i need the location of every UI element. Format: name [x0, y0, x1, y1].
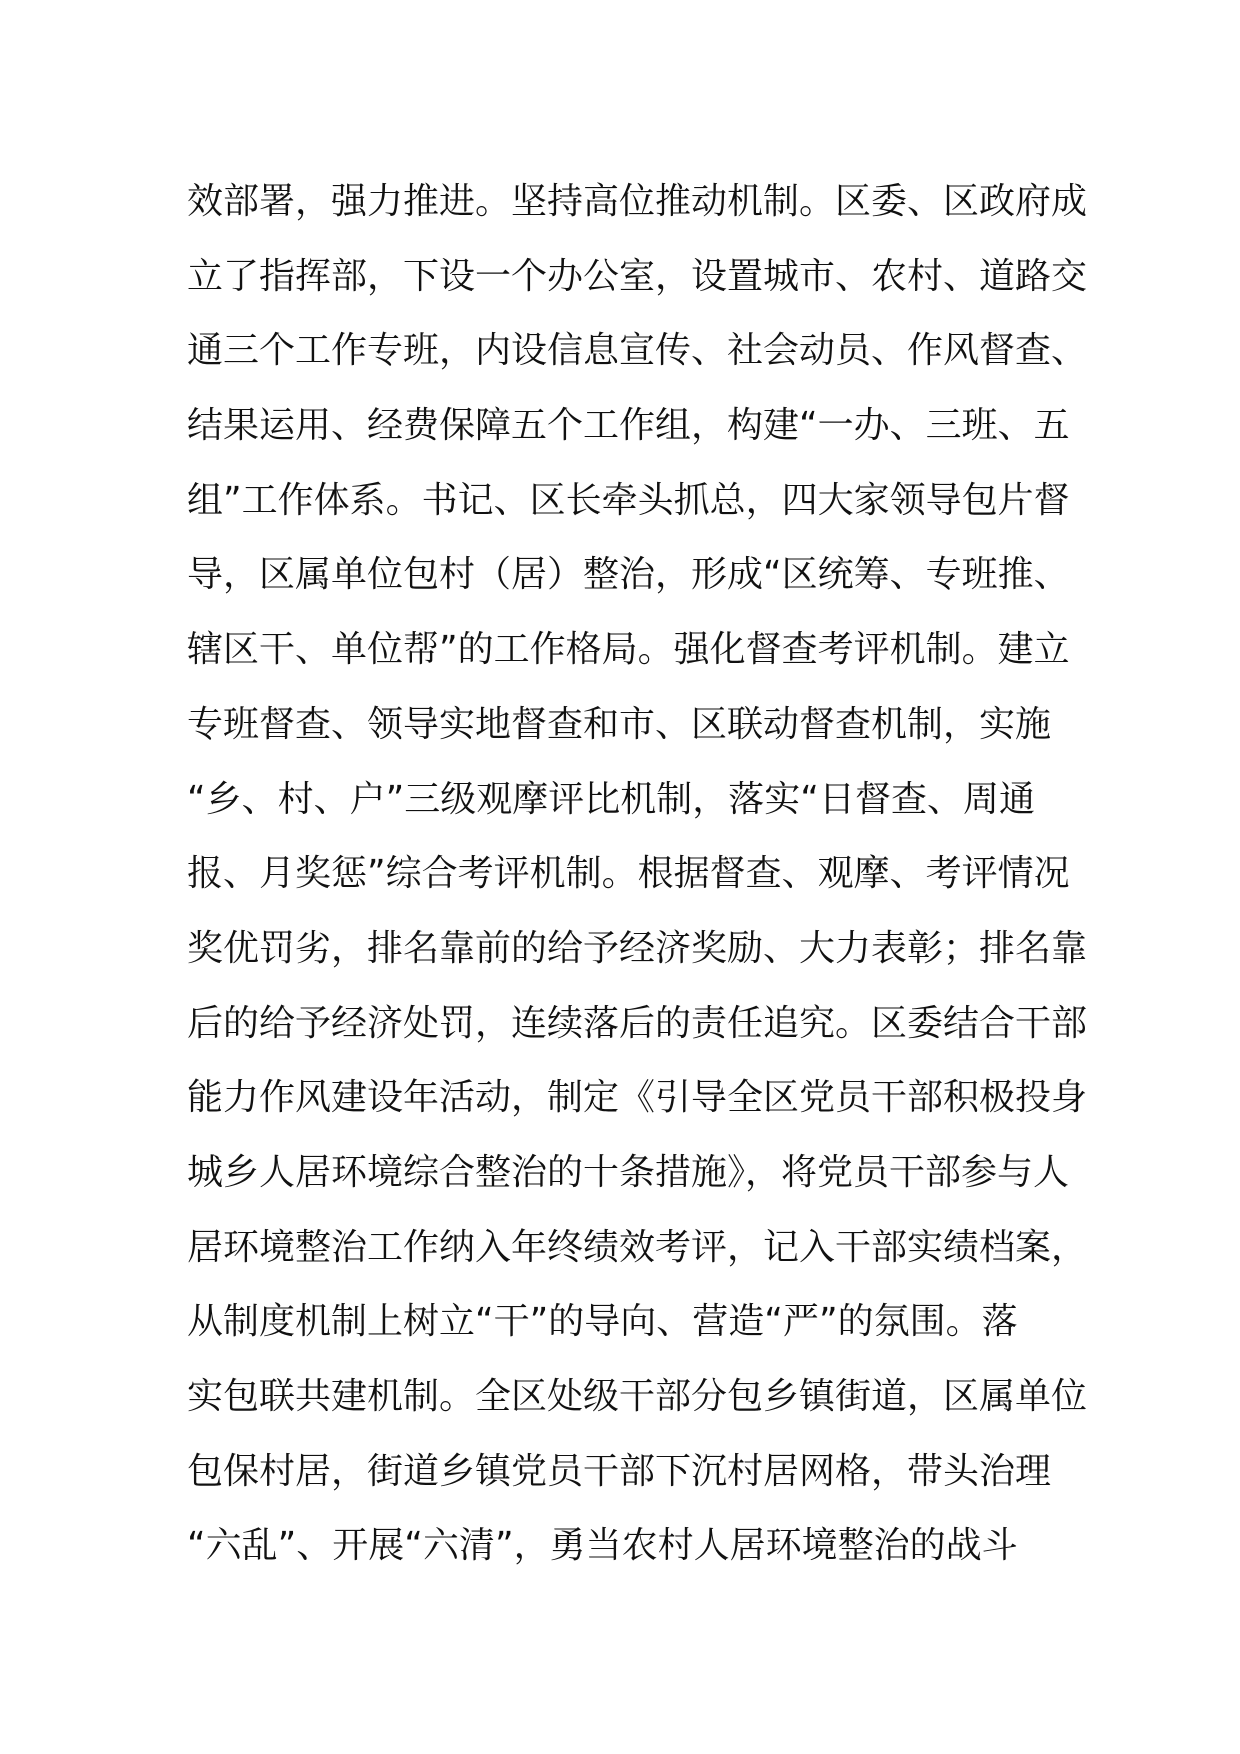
text-line: 通三个工作专班，内设信息宣传、社会动员、作风督查、 [187, 330, 1088, 372]
text-line: 奖优罚劣，排名靠前的给予经济奖励、大力表彰；排名靠 [187, 927, 1088, 969]
text-line: 效部署，强力推进。坚持高位推动机制。区委、区政府成 [187, 181, 1088, 222]
text-line: 城乡人居环境综合整治的十条措施》，将党员干部参与人 [187, 1151, 1070, 1193]
text-line: 能力作风建设年活动，制定《引导全区党员干部积极投身 [187, 1077, 1088, 1119]
text-line: 居环境整治工作纳入年终绩效考评，记入干部实绩档案， [187, 1226, 1088, 1268]
body-paragraph [187, 165, 1088, 1584]
text-line: 立了指挥部，下设一个办公室，设置城市、农村、道路交 [187, 255, 1088, 297]
text-line: 报、月奖惩”综合考评机制。根据督查、观摩、考评情况 [187, 853, 1070, 895]
text-line: 结果运用、经费保障五个工作组，构建“一办、三班、五 [187, 405, 1070, 447]
text-line: 组”工作体系。书记、区长牵头抓总，四大家领导包片督 [187, 479, 1070, 521]
text-line: 实包联共建机制。全区处级干部分包乡镇街道，区属单位 [187, 1376, 1088, 1417]
text-line: “乡、村、户”三级观摩评比机制，落实“日督查、周通 [187, 778, 1035, 820]
text-line: 导，区属单位包村（居）整治，形成“区统筹、专班推、 [187, 554, 1070, 596]
text-line: 辖区干、单位帮”的工作格局。强化督查考评机制。建立 [187, 629, 1070, 671]
text-line: 从制度机制上树立“干”的导向、营造“严”的氛围。落 [187, 1301, 1018, 1343]
text-line: 包保村居，街道乡镇党员干部下沉村居网格，带头治理 [187, 1450, 1052, 1492]
text-line: 专班督查、领导实地督查和市、区联动督查机制，实施 [187, 703, 1052, 745]
text-line: “六乱”、开展“六清”，勇当农村人居环境整治的战斗 [187, 1525, 1018, 1567]
text-line: 后的给予经济处罚，连续落后的责任追究。区委结合干部 [187, 1002, 1088, 1044]
